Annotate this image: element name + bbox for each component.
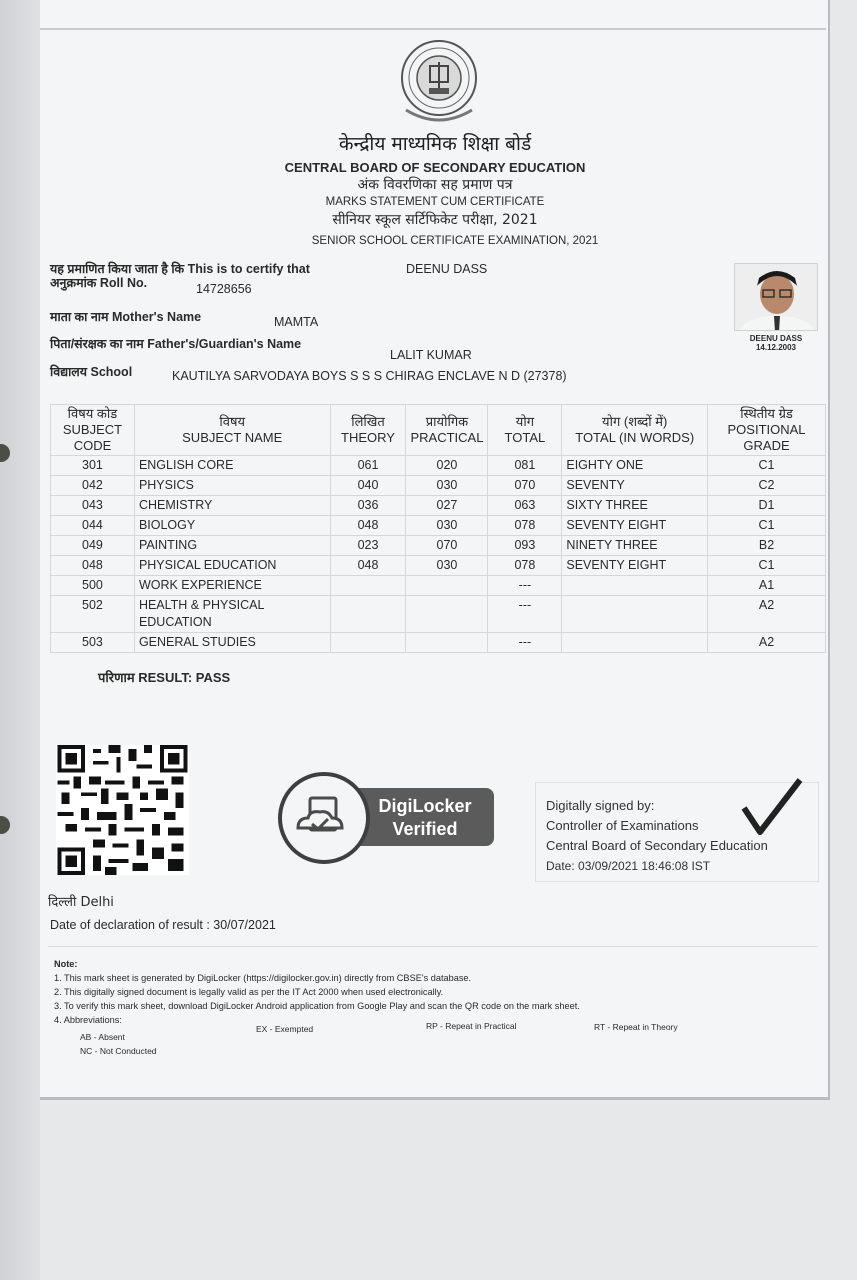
certificate-title-hindi: अंक विवरणिका सह प्रमाण पत्र: [357, 177, 513, 193]
student-photo: [734, 263, 818, 331]
abbr-not-conducted: NC - Not Conducted: [80, 1046, 157, 1056]
table-row: [51, 456, 826, 476]
practical-marks: 070: [406, 536, 488, 556]
total-in-words: [562, 576, 708, 596]
theory-marks: 061: [330, 456, 406, 476]
total-marks: ---: [488, 633, 562, 653]
student-name: DEENU DASS: [406, 262, 488, 276]
marks-table: [50, 404, 826, 653]
cbse-logo-icon: [398, 38, 480, 128]
positional-grade: C1: [708, 456, 826, 476]
digilocker-verified-badge: [278, 772, 498, 864]
signature-line1: Digitally signed by:: [546, 798, 655, 813]
subject-code: 043: [51, 496, 135, 516]
subject-code: 049: [51, 536, 135, 556]
checkmark-icon: [740, 778, 804, 838]
subject-name: WORK EXPERIENCE: [134, 576, 330, 596]
photo-caption: [734, 334, 818, 352]
theory-marks: 023: [330, 536, 406, 556]
certify-label: यह प्रमाणित किया जाता है कि This is to certify that: [50, 262, 310, 276]
note-2: 2. This digitally signed document is legally valid as per the IT Act 2000 when used electronically.: [54, 987, 444, 997]
father-label: पिता/संरक्षक का नाम Father's/Guardian's Name: [50, 337, 302, 351]
digilocker-line2: Verified: [392, 819, 458, 839]
total-marks: ---: [488, 576, 562, 596]
practical-marks: [406, 633, 488, 653]
practical-marks: 027: [406, 496, 488, 516]
total-marks: 070: [488, 476, 562, 496]
subject-name: BIOLOGY: [134, 516, 330, 536]
signature-line3: Central Board of Secondary Education: [546, 838, 768, 853]
theory-marks: [330, 596, 406, 633]
total-in-words: [562, 633, 708, 653]
abbr-repeat-practical: RP - Repeat in Practical: [426, 1021, 517, 1031]
header-subject: विषय SUBJECT NAME: [134, 405, 330, 456]
abbr-repeat-theory: RT - Repeat in Theory: [594, 1022, 678, 1032]
place: दिल्ली Delhi: [48, 895, 114, 910]
practical-marks: [406, 596, 488, 633]
mother-label: माता का नाम Mother's Name: [50, 310, 202, 324]
practical-marks: 020: [406, 456, 488, 476]
board-name-english: CENTRAL BOARD OF SECONDARY EDUCATION: [284, 160, 586, 175]
practical-marks: 030: [406, 556, 488, 576]
signature-text: [546, 796, 768, 876]
header-total-words: योग (शब्दों में) TOTAL (IN WORDS): [562, 405, 708, 456]
subject-name: PHYSICAL EDUCATION: [134, 556, 330, 576]
table-row: [51, 576, 826, 596]
digilocker-line1: DigiLocker: [378, 796, 472, 816]
result-text: परिणाम RESULT: PASS: [98, 670, 231, 685]
practical-marks: 030: [406, 476, 488, 496]
father-name: LALIT KUMAR: [390, 348, 472, 362]
total-marks: 093: [488, 536, 562, 556]
background-edge: [0, 0, 40, 1280]
positional-grade: C1: [708, 556, 826, 576]
header-total: योग TOTAL: [488, 405, 562, 456]
header-theory: लिखित THEORY: [330, 405, 406, 456]
board-name-hindi: केन्द्रीय माध्यमिक शिक्षा बोर्ड: [338, 133, 532, 155]
positional-grade: D1: [708, 496, 826, 516]
total-marks: 063: [488, 496, 562, 516]
total-in-words: SEVENTY EIGHT: [562, 556, 708, 576]
marksheet: [40, 0, 830, 1100]
total-in-words: SIXTY THREE: [562, 496, 708, 516]
positional-grade: A2: [708, 633, 826, 653]
subject-code: 503: [51, 633, 135, 653]
table-row: [51, 633, 826, 653]
table-row: [51, 536, 826, 556]
roll-number: 14728656: [196, 282, 252, 296]
notes: [54, 957, 580, 1027]
signature-line2: Controller of Examinations: [546, 818, 699, 833]
mother-name: MAMTA: [274, 315, 319, 329]
theory-marks: 048: [330, 556, 406, 576]
header-grade: स्थितीय ग्रेड POSITIONAL GRADE: [708, 405, 826, 456]
practical-marks: [406, 576, 488, 596]
subject-code: 301: [51, 456, 135, 476]
header-code: विषय कोड SUBJECT CODE: [51, 405, 135, 456]
table-row: [51, 476, 826, 496]
school-name: KAUTILYA SARVODAYA BOYS S S S CHIRAG ENCLAVE N D (27378): [172, 369, 567, 383]
table-row: [51, 496, 826, 516]
exam-title-english: SENIOR SCHOOL CERTIFICATE EXAMINATION, 2021: [311, 235, 599, 247]
subject-code: 500: [51, 576, 135, 596]
subject-name: HEALTH & PHYSICAL EDUCATION: [134, 596, 330, 633]
exam-title-hindi: सीनियर स्कूल सर्टिफिकेट परीक्षा, 2021: [332, 212, 538, 228]
photo-caption-date: 14.12.2003: [755, 343, 797, 352]
photo-caption-name: DEENU DASS: [749, 334, 803, 343]
subject-name: ENGLISH CORE: [134, 456, 330, 476]
positional-grade: B2: [708, 536, 826, 556]
total-marks: 078: [488, 556, 562, 576]
total-marks: 081: [488, 456, 562, 476]
note-1: 1. This mark sheet is generated by DigiLocker (https://digilocker.gov.in) directly from CBSE's database.: [54, 973, 472, 983]
theory-marks: [330, 633, 406, 653]
note-3: 3. To verify this mark sheet, download DigiLocker Android application from Google Play and scan the QR code on the mark sheet.: [54, 1001, 580, 1011]
table-header-row: [51, 405, 826, 456]
positional-grade: C1: [708, 516, 826, 536]
theory-marks: 036: [330, 496, 406, 516]
abbr-absent: AB - Absent: [80, 1032, 125, 1042]
positional-grade: A1: [708, 576, 826, 596]
table-row: [51, 556, 826, 576]
total-marks: ---: [488, 596, 562, 633]
subject-name: PHYSICS: [134, 476, 330, 496]
subject-code: 502: [51, 596, 135, 633]
note-title: Note:: [54, 959, 78, 969]
abbr-exempted: EX - Exempted: [256, 1024, 314, 1034]
practical-marks: 030: [406, 516, 488, 536]
theory-marks: 048: [330, 516, 406, 536]
divider: [48, 946, 818, 947]
table-row: [51, 596, 826, 633]
subject-name: GENERAL STUDIES: [134, 633, 330, 653]
subject-name: PAINTING: [134, 536, 330, 556]
theory-marks: [330, 576, 406, 596]
total-in-words: SEVENTY EIGHT: [562, 516, 708, 536]
signature-line4: Date: 03/09/2021 18:46:08 IST: [546, 859, 711, 873]
subject-code: 042: [51, 476, 135, 496]
positional-grade: C2: [708, 476, 826, 496]
subject-name: CHEMISTRY: [134, 496, 330, 516]
total-in-words: NINETY THREE: [562, 536, 708, 556]
positional-grade: A2: [708, 596, 826, 633]
header-practical: प्रायोगिक PRACTICAL: [406, 405, 488, 456]
subject-code: 048: [51, 556, 135, 576]
theory-marks: 040: [330, 476, 406, 496]
total-in-words: [562, 596, 708, 633]
qr-code-icon[interactable]: [56, 745, 189, 875]
school-label: विद्यालय School: [50, 365, 133, 379]
certificate-title-english: MARKS STATEMENT CUM CERTIFICATE: [325, 196, 545, 208]
total-in-words: SEVENTY: [562, 476, 708, 496]
declaration-date: Date of declaration of result : 30/07/2021: [50, 918, 276, 932]
note-4: 4. Abbreviations:: [54, 1015, 122, 1025]
roll-label: अनुक्रमांक Roll No.: [50, 276, 148, 290]
total-in-words: EIGHTY ONE: [562, 456, 708, 476]
subject-code: 044: [51, 516, 135, 536]
table-row: [51, 516, 826, 536]
total-marks: 078: [488, 516, 562, 536]
